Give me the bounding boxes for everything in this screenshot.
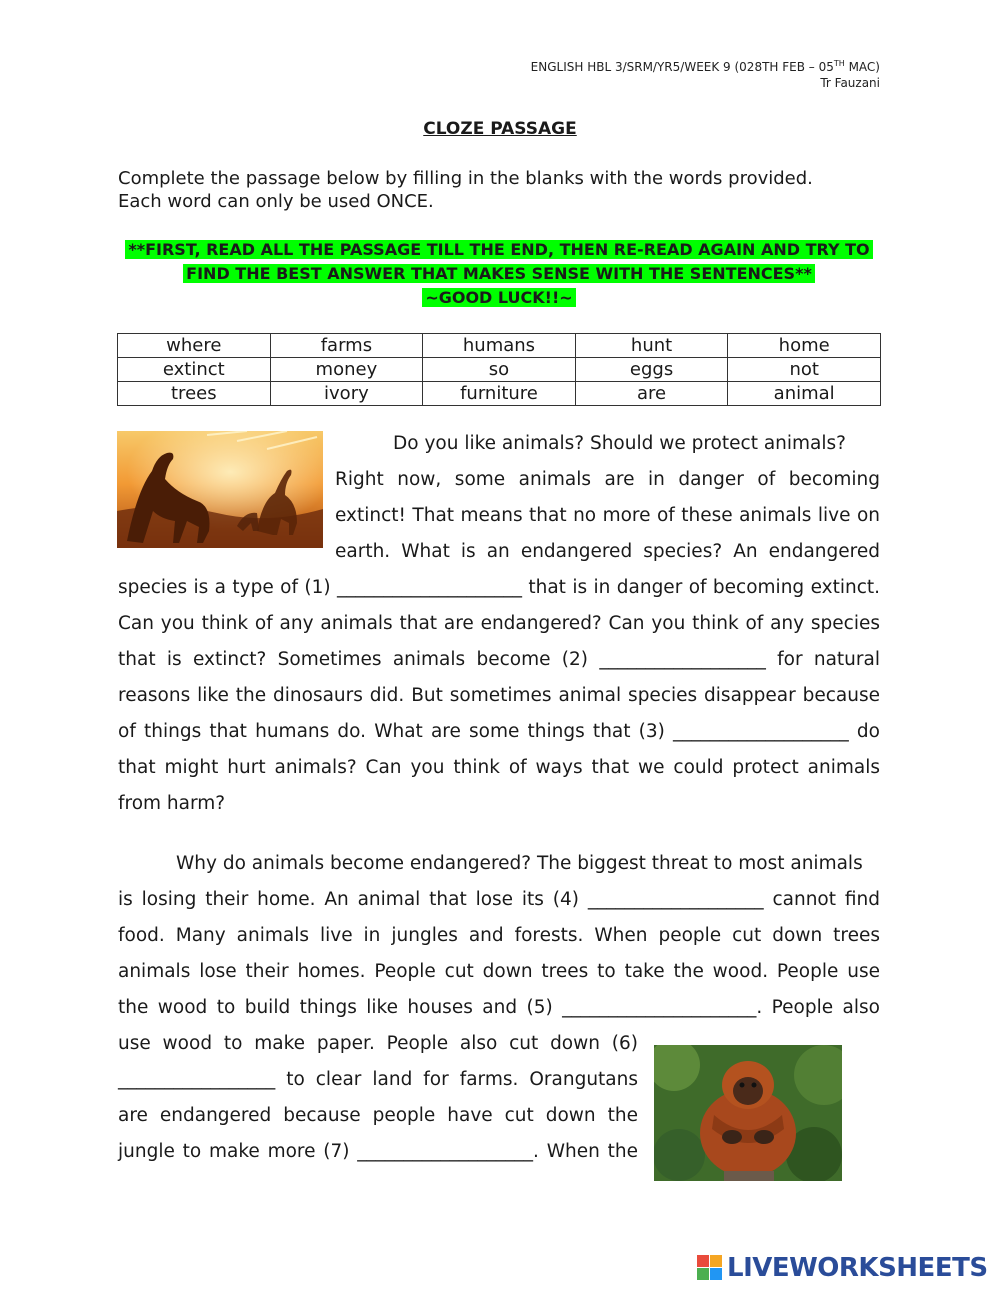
paragraph-3: use wood to make paper. People also cut down (6) _________________ to clear land for farms. Orangutans are endangered because people have cut down the jungle to make more (7) ___________________. When the [118, 1026, 638, 1170]
word-bank-row [118, 334, 881, 358]
highlight-note: **FIRST, READ ALL THE PASSAGE TILL THE END, THEN RE-READ AGAIN AND TRY TO FIND THE BEST ANSWER THAT MAKES SENSE WITH THE SENTENCES** ~GOOD LUCK!!~ [118, 238, 880, 310]
word-cell: are [575, 382, 728, 406]
blank-6-line: use wood to make paper. People also cut down (6) [118, 1033, 638, 1054]
word-cell: hunt [575, 334, 728, 358]
word-cell: home [728, 334, 881, 358]
word-cell: so [423, 358, 576, 382]
blank-7-line: jungle to make more (7) ___________________. When the [118, 1141, 638, 1162]
teacher-name: Tr Fauzani [820, 76, 880, 90]
word-bank [117, 333, 881, 406]
blank-1-line: species is a type of (1) ____________________ that is in danger of becoming extinct. [118, 577, 880, 598]
word-cell: extinct [118, 358, 271, 382]
word-cell: money [270, 358, 423, 382]
paragraph-1-rest: species is a type of (1) ____________________ that is in danger of becoming extinct. Can you think of any animals that are endangered? Can you think of any species that is extinct? Sometimes animals become (2) __________________ for natural reasons like the dinosaurs did. But sometimes animal species disappear because of things that humans do. What are some things that (3) ___________________ do that might hurt animals? Can you think of ways that we could protect animals from harm? [118, 570, 880, 822]
paragraph-2: Why do animals become endangered? The biggest threat to most animals is losing their home. An animal that lose its (4) ___________________ cannot find food. Many animals live in jungles and forests. When people cut down trees animals lose their homes. People cut down trees to take the wood. People use the wood to build things like houses and (5) _____________________. People also [118, 846, 880, 1026]
word-cell: ivory [270, 382, 423, 406]
word-cell: furniture [423, 382, 576, 406]
blank-3-line: of things that humans do. What are some things that (3) ___________________ do [118, 721, 880, 742]
blank-2-line: that is extinct? Sometimes animals become (2) __________________ for natural [118, 649, 880, 670]
word-cell: where [118, 334, 271, 358]
instructions: Complete the passage below by filling in the blanks with the words provided. Each word can only be used ONCE. [118, 168, 813, 212]
word-cell: farms [270, 334, 423, 358]
logo-icon [697, 1255, 723, 1281]
word-cell: trees [118, 382, 271, 406]
word-cell: humans [423, 334, 576, 358]
word-bank-row [118, 382, 881, 406]
dinosaur-image [117, 431, 323, 548]
liveworksheets-logo: LIVEWORKSHEETS [697, 1253, 988, 1283]
blank-4-line: is losing their home. An animal that lose its (4) ___________________ cannot find [118, 889, 880, 910]
word-cell: eggs [575, 358, 728, 382]
blank-5-line: the wood to build things like houses and (5) _____________________. People also [118, 997, 880, 1018]
word-cell: animal [728, 382, 881, 406]
orangutan-image [654, 1045, 842, 1181]
page-title: CLOZE PASSAGE [423, 119, 577, 139]
course-code: ENGLISH HBL 3/SRM/YR5/WEEK 9 (028TH FEB – 05TH MAC) [530, 59, 880, 74]
paragraph-1-top: Do you like animals? Should we protect animals? Right now, some animals are in danger of becoming extinct! That means that no more of these animals live on earth. What is an endangered species? An endangered [335, 433, 880, 562]
header-info [531, 56, 880, 91]
word-cell: not [728, 358, 881, 382]
word-bank-row [118, 358, 881, 382]
